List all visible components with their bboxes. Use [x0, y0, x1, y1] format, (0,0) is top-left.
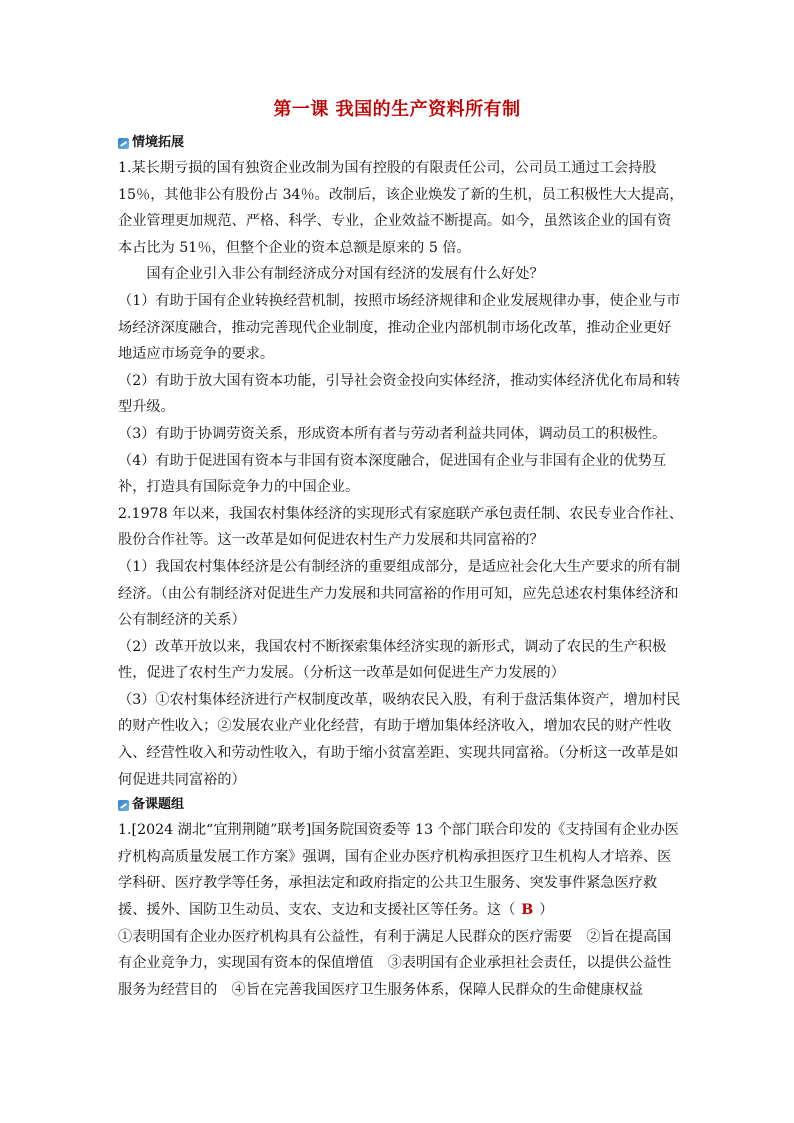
case1-answer-4: （4）有助于促进国有资本与非国有资本深度融合，促进国有企业与非国有企业的优势互补，打造具有国际竞争力的中国企业。: [118, 452, 667, 496]
section-heading-context: [118, 131, 684, 155]
document-body: [118, 131, 684, 1003]
question1-stem-text: 1.[2024 湖北“宜荆荆随”联考]国务院国资委等 13 个部门联合印发的《支持国有企业办医疗机构高质量发展工作方案》强调，国有企业办医疗机构承担医疗卫生机构人才培养、医学科研、医疗教学等任务，承担法定和政府指定的公共卫生服务、突发事件紧急医疗救援、援外、国防卫生动员、支农、支边和支援社区等任务。这（: [118, 822, 679, 919]
case1-question: 国有企业引入非公有制经济成分对国有经济的发展有什么好处？: [146, 266, 544, 283]
section-heading-prep-label: 备课题组: [132, 796, 185, 812]
case2-text: 2.1978 年以来，我国农村集体经济的实现形式有家庭联产承包责任制、农民专业合作社、股份合作社等。这一改革是如何促进农村生产力发展和共同富裕的？: [118, 505, 683, 549]
section-heading-prep: [118, 793, 684, 817]
question1-answer: B: [521, 902, 534, 919]
section-heading-context-label: 情境拓展: [132, 134, 185, 150]
case1-answer-2: （2）有助于放大国有资本功能，引导社会资金投向实体经济，推动实体经济优化布局和转型升级。: [118, 372, 681, 416]
case1-text: 1.某长期亏损的国有独资企业改制为国有控股的有限责任公司，公司员工通过工会持股 15％，其他非公有股份占 34％。改制后，该企业焕发了新的生机，员工积极性大大提高，企业管理更加规范、严格、科学、专业，企业效益不断提高。如今，虽然该企业的国有资本占比为 51％，但整个企业的资本总额是原来的 5 倍。: [118, 160, 684, 256]
page-title: 第一课 我国的生产资料所有制: [273, 99, 521, 120]
case2-answer-3: （3）①农村集体经济进行产权制度改革，吸纳农民入股，有利于盘活集体资产，增加村民的财产性收入；②发展农业产业化经营，有助于增加集体经济收入，增加农民的财产性收入、经营性收入和劳动性收入，有助于缩小贫富差距、实现共同富裕。（分析这一改革是如何促进共同富裕的）: [118, 691, 681, 788]
question1-stem-end: ）: [539, 902, 554, 919]
case1-answer-1: （1）有助于国有企业转换经营机制，按照市场经济规律和企业发展规律办事，使企业与市场经济深度融合，推动完善现代企业制度，推动企业内部机制市场化改革，推动企业更好地适应市场竞争的要求。: [118, 292, 681, 363]
case1-answer-3: （3）有助于协调劳资关系，形成资本所有者与劳动者利益共同体，调动员工的积极性。: [118, 425, 667, 442]
section-marker-icon: [118, 138, 129, 149]
case2-answer-1: （1）我国农村集体经济是公有制经济的重要组成部分，是适应社会化大生产要求的所有制经济。（由公有制经济对促进生产力发展和共同富裕的作用可知，应先总述农村集体经济和公有制经济的关系）: [118, 558, 681, 629]
question1-stem: [118, 817, 684, 923]
case2-answer-2: （2）改革开放以来，我国农村不断探索集体经济实现的新形式，调动了农民的生产积极性，促进了农村生产力发展。（分析这一改革是如何促进生产力发展的）: [118, 638, 667, 682]
question1-options: ①表明国有企业办医疗机构具有公益性，有利于满足人民群众的医疗需要 ②旨在提高国有企业竞争力，实现国有资本的保值增值 ③表明国有企业承担社会责任，以提供公益性服务为经营目的 ④旨在完善我国医疗卫生服务体系，保障人民群众的生命健康权益: [118, 928, 672, 998]
section-marker-icon: [118, 800, 129, 811]
